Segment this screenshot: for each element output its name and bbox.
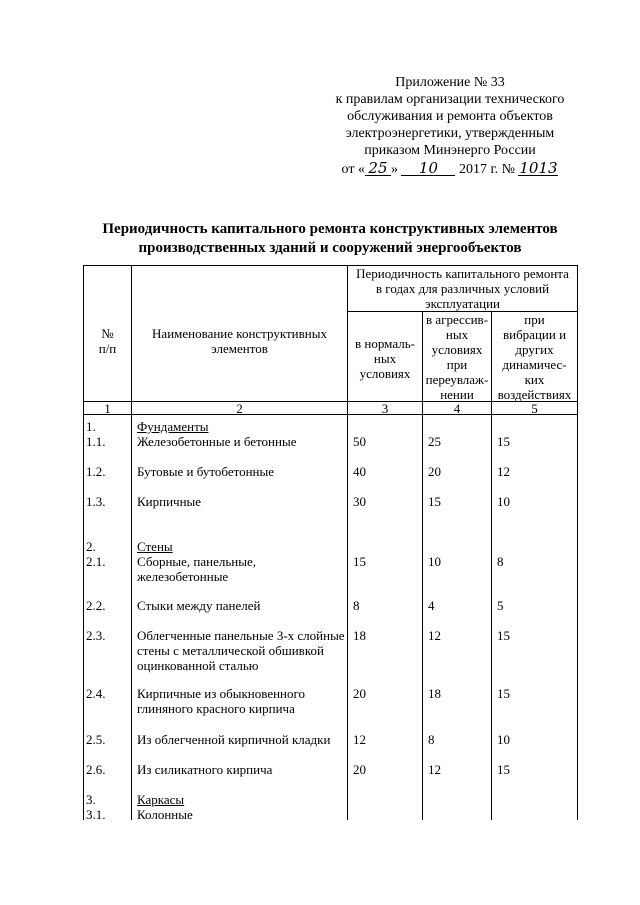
value-normal: 18 <box>353 628 366 643</box>
header-line: ных <box>373 351 397 366</box>
value-aggressive: 12 <box>428 628 441 643</box>
element-name-line: Железобетонные и бетонные <box>137 434 297 449</box>
appendix-line: электроэнергетики, утвержденным <box>345 126 555 141</box>
header-period <box>348 266 577 311</box>
header-line: при <box>446 357 468 372</box>
value-aggressive: 8 <box>428 732 435 747</box>
header-line: воздействиях <box>497 387 572 402</box>
row-number: 1.2. <box>86 464 106 479</box>
value-aggressive: 10 <box>428 554 441 569</box>
row-number: 1.1. <box>86 434 106 449</box>
element-name-line: Фундаменты <box>137 419 209 434</box>
section-name <box>137 539 347 554</box>
header-line: вибрации и <box>502 327 567 342</box>
element-name-line: Бутовые и бутобетонные <box>137 464 275 479</box>
element-name <box>137 598 347 613</box>
appendix-line: Приложение № 33 <box>395 75 505 90</box>
header-line: ких <box>524 372 545 387</box>
element-name <box>137 732 347 747</box>
element-name-line: железобетонные <box>137 569 229 584</box>
row-number: 2.1. <box>86 554 106 569</box>
row-number: 3. <box>86 792 96 807</box>
element-name <box>137 494 347 509</box>
value-normal: 8 <box>353 598 360 613</box>
element-name-line: Из силикатного кирпича <box>137 762 273 777</box>
header-line: № <box>101 326 114 341</box>
header-line: в нормаль- <box>355 336 415 351</box>
date-day-close: » <box>390 162 398 177</box>
date-day: 25 <box>365 161 391 176</box>
element-name <box>137 762 347 777</box>
value-normal: 12 <box>353 732 366 747</box>
title-line: производственных зданий и сооружений энергообъектов <box>138 240 522 256</box>
header-line: других <box>515 342 554 357</box>
element-name-line: Сборные, панельные, <box>137 554 256 569</box>
value-vibration: 10 <box>497 732 510 747</box>
value-normal: 20 <box>353 762 366 777</box>
column-number: 5 <box>531 401 538 416</box>
value-normal: 40 <box>353 464 366 479</box>
value-vibration: 12 <box>497 464 510 479</box>
header-line: нении <box>440 387 474 402</box>
value-vibration: 8 <box>497 554 504 569</box>
column-number: 4 <box>453 401 461 416</box>
column-number: 1 <box>104 401 111 416</box>
header-line: Периодичность капитального ремонта <box>356 266 569 281</box>
header-normal <box>348 336 422 381</box>
element-name-line: Кирпичные <box>137 494 202 509</box>
header-aggressive <box>423 312 491 402</box>
value-aggressive: 4 <box>428 598 435 613</box>
header-vibration <box>492 312 577 402</box>
appendix-line: приказом Минэнерго России <box>364 143 536 158</box>
element-name-line: Из облегченной кирпичной кладки <box>137 732 331 747</box>
row-number: 2.5. <box>86 732 106 747</box>
value-vibration: 15 <box>497 686 510 701</box>
row-number: 3.1. <box>86 807 106 822</box>
section-name <box>137 419 347 434</box>
section-name <box>137 792 347 807</box>
row-number: 2.6. <box>86 762 106 777</box>
header-line: эксплуатации <box>424 296 501 311</box>
header-line: элементов <box>211 341 268 356</box>
header-line: в годах для различных условий <box>375 281 550 296</box>
row-number: 2.2. <box>86 598 106 613</box>
order-number: 1013 <box>519 159 558 177</box>
value-aggressive: 15 <box>428 494 441 509</box>
value-aggressive: 12 <box>428 762 441 777</box>
header-line: ных <box>445 327 469 342</box>
value-aggressive: 20 <box>428 464 441 479</box>
header-line: условиях <box>359 366 411 381</box>
element-name <box>137 434 347 449</box>
column-number: 3 <box>381 401 389 416</box>
element-name <box>137 686 347 716</box>
header-line: динамичес- <box>502 357 567 372</box>
value-vibration: 15 <box>497 434 510 449</box>
element-name-line: Кирпичные из обыкновенного <box>137 686 306 701</box>
header-line: Наименование конструктивных <box>152 326 327 341</box>
column-number: 2 <box>236 401 243 416</box>
row-number: 2. <box>86 539 96 554</box>
value-normal: 15 <box>353 554 366 569</box>
header-line: при <box>524 312 545 327</box>
row-number: 2.4. <box>86 686 106 701</box>
date-month: 10 <box>401 161 455 176</box>
element-name-line: Колонные <box>137 807 193 822</box>
date-prefix: от « <box>341 162 365 177</box>
value-vibration: 5 <box>497 598 504 613</box>
element-name-line: Стыки между панелей <box>137 598 261 613</box>
row-number: 2.3. <box>86 628 106 643</box>
value-aggressive: 18 <box>428 686 441 701</box>
date-year: 2017 г. № <box>458 162 515 177</box>
element-name-line: стены с металлической обшивкой <box>137 643 324 658</box>
appendix-line: к правилам организации технического <box>335 92 565 107</box>
value-normal: 20 <box>353 686 366 701</box>
value-normal: 30 <box>353 494 366 509</box>
header-line: условиях <box>431 342 483 357</box>
header-name <box>132 326 347 356</box>
header-num <box>84 326 131 356</box>
value-vibration: 10 <box>497 494 510 509</box>
element-name <box>137 464 347 479</box>
value-vibration: 15 <box>497 628 510 643</box>
element-name-line: Каркасы <box>137 792 185 807</box>
header-line: переувлаж- <box>425 372 489 387</box>
element-name <box>137 807 347 822</box>
element-name-line: оцинкованной сталью <box>137 658 259 673</box>
value-vibration: 15 <box>497 762 510 777</box>
element-name <box>137 628 347 673</box>
element-name <box>137 554 347 584</box>
row-number: 1.3. <box>86 494 106 509</box>
value-aggressive: 25 <box>428 434 441 449</box>
row-number: 1. <box>86 419 96 434</box>
header-line: в агрессив- <box>425 312 489 327</box>
header-line: п/п <box>98 341 117 356</box>
element-name-line: глиняного красного кирпича <box>137 701 295 716</box>
element-name-line: Стены <box>137 539 173 554</box>
title-line: Периодичность капитального ремонта конструктивных элементов <box>102 221 558 237</box>
appendix-line: обслуживания и ремонта объектов <box>347 109 553 124</box>
col-line <box>577 265 578 820</box>
value-normal: 50 <box>353 434 366 449</box>
element-name-line: Облегченные панельные 3-х слойные <box>137 628 345 643</box>
